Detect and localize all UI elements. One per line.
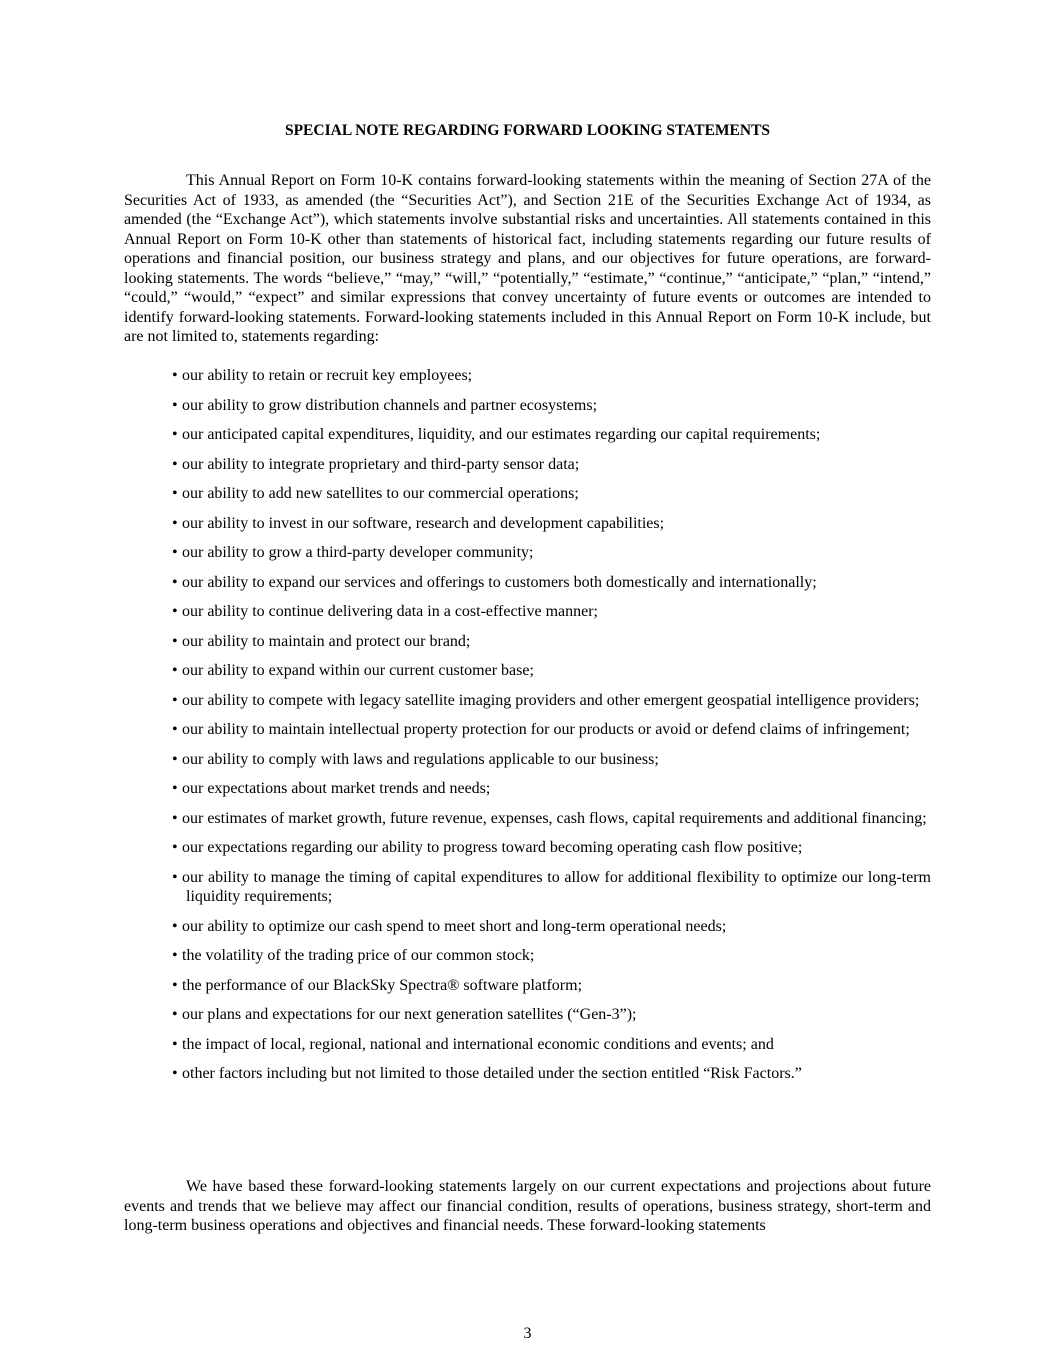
bullet-icon: • bbox=[172, 947, 178, 964]
bullet-icon: • bbox=[172, 485, 178, 502]
list-item-text: our ability to retain or recruit key employees; bbox=[182, 367, 473, 384]
list-item-text: our ability to grow a third-party developer community; bbox=[182, 544, 534, 561]
bullet-icon: • bbox=[172, 603, 178, 620]
list-item-text: our ability to maintain and protect our brand; bbox=[182, 632, 471, 650]
bullet-icon: • bbox=[172, 780, 178, 797]
forward-looking-list bbox=[124, 366, 931, 1094]
bullet-icon: • bbox=[172, 514, 178, 532]
document-page bbox=[124, 0, 931, 1365]
list-item-text: our ability to invest in our software, research and development capabilities; bbox=[182, 514, 665, 532]
list-item bbox=[124, 779, 931, 799]
bullet-icon: • bbox=[172, 573, 178, 591]
closing-paragraph: We have based these forward-looking statements largely on our current expectations and projections about future events and trends that we believe may affect our financial condition, results of operations, business strategy, short-term and long-term business operations and objectives and financial needs. These forward-looking statements bbox=[124, 1178, 931, 1234]
list-item-text: our anticipated capital expenditures, liquidity, and our estimates regarding our capital requirements; bbox=[182, 426, 821, 443]
list-item-text: our ability to grow distribution channels and partner ecosystems; bbox=[182, 396, 598, 414]
page-number: 3 bbox=[523, 1325, 532, 1342]
list-item-text: our ability to continue delivering data in a cost-effective manner; bbox=[182, 603, 598, 620]
list-item bbox=[124, 720, 931, 740]
bullet-icon: • bbox=[172, 976, 178, 994]
bullet-icon: • bbox=[172, 544, 178, 561]
bullet-icon: • bbox=[172, 396, 178, 414]
bullet-icon: • bbox=[172, 839, 178, 856]
list-item-text: our ability to expand within our current customer base; bbox=[182, 662, 534, 679]
bullet-icon: • bbox=[172, 662, 178, 679]
list-item-text: our ability to optimize our cash spend to meet short and long-term operational needs; bbox=[182, 917, 727, 935]
list-item bbox=[124, 1035, 931, 1055]
list-item-text: our ability to expand our services and offerings to customers both domestically and internationally; bbox=[182, 573, 817, 591]
list-item bbox=[124, 838, 931, 858]
list-item bbox=[124, 661, 931, 681]
list-item bbox=[124, 543, 931, 563]
bullet-icon: • bbox=[172, 721, 178, 738]
list-item bbox=[124, 455, 931, 475]
list-item-text: other factors including but not limited to those detailed under the section entitled “Risk Factors.” bbox=[182, 1065, 802, 1082]
bullet-icon: • bbox=[172, 1065, 178, 1082]
bullet-icon: • bbox=[172, 1006, 178, 1023]
list-item-text: the volatility of the trading price of our common stock; bbox=[182, 947, 535, 964]
list-item-text: our ability to comply with laws and regulations applicable to our business; bbox=[182, 750, 659, 768]
list-item bbox=[124, 946, 931, 966]
list-item-text: the impact of local, regional, national and international economic conditions and events; and bbox=[182, 1035, 774, 1053]
intro-paragraph: This Annual Report on Form 10-K contains forward-looking statements within the meaning of Section 27A of the Securities Act of 1933, as amended (the “Securities Act”), and Section 21E of the Securities Exchange Act of 1934, as amended (the “Exchange Act”), which statements involve substantial risks and uncertainties. All statements contained in this Annual Report on Form 10-K other than statements of historical fact, including statements regarding our future results of operations and financial position, our business strategy and plans, and our objectives for future operations, are forward-looking statements. The words “believe,” “may,” “will,” “potentially,” “estimate,” “continue,” “anticipate,” “plan,” “intend,” “could,” “would,” “expect” and similar expressions that convey uncertainty of future events or outcomes are intended to identify forward-looking statements. Forward-looking statements included in this Annual Report on Form 10-K include, but are not limited to, statements regarding: bbox=[124, 172, 931, 345]
bullet-icon: • bbox=[172, 917, 178, 935]
list-item-text: our ability to compete with legacy satellite imaging providers and other emergent geospatial intelligence providers; bbox=[182, 691, 920, 709]
list-item bbox=[124, 425, 931, 445]
list-item bbox=[124, 809, 931, 829]
list-item bbox=[124, 750, 931, 770]
list-item bbox=[124, 632, 931, 652]
list-item-text: our plans and expectations for our next generation satellites (“Gen-3”); bbox=[182, 1006, 637, 1023]
list-item bbox=[124, 396, 931, 416]
list-item-text: our expectations about market trends and needs; bbox=[182, 780, 491, 797]
list-item bbox=[124, 366, 931, 386]
list-item bbox=[124, 1005, 931, 1025]
list-item-text: our ability to manage the timing of capital expenditures to allow for additional flexibility to optimize our long-term liquidity requirements; bbox=[182, 868, 931, 905]
list-item bbox=[124, 868, 931, 907]
bullet-icon: • bbox=[172, 809, 178, 827]
list-item bbox=[124, 514, 931, 534]
bullet-icon: • bbox=[172, 455, 178, 473]
list-item bbox=[124, 602, 931, 622]
list-item bbox=[124, 484, 931, 504]
list-item-text: our ability to maintain intellectual property protection for our products or avoid or defend claims of infringement; bbox=[182, 721, 910, 738]
list-item-text: our ability to add new satellites to our commercial operations; bbox=[182, 485, 579, 502]
bullet-icon: • bbox=[172, 750, 178, 768]
list-item-text: the performance of our BlackSky Spectra® software platform; bbox=[182, 976, 583, 994]
bullet-icon: • bbox=[172, 868, 178, 886]
list-item bbox=[124, 573, 931, 593]
page-title: SPECIAL NOTE REGARDING FORWARD LOOKING STATEMENTS bbox=[284, 122, 771, 139]
bullet-icon: • bbox=[172, 367, 178, 384]
bullet-icon: • bbox=[172, 691, 178, 709]
list-item-text: our ability to integrate proprietary and third-party sensor data; bbox=[182, 455, 580, 473]
list-item bbox=[124, 691, 931, 711]
list-item-text: our estimates of market growth, future revenue, expenses, cash flows, capital requirements and additional financing; bbox=[182, 809, 927, 827]
list-item bbox=[124, 917, 931, 937]
list-item bbox=[124, 976, 931, 996]
bullet-icon: • bbox=[172, 1035, 178, 1053]
bullet-icon: • bbox=[172, 426, 178, 443]
list-item-text: our expectations regarding our ability to progress toward becoming operating cash flow positive; bbox=[182, 839, 803, 856]
bullet-icon: • bbox=[172, 632, 178, 650]
list-item bbox=[124, 1064, 931, 1084]
